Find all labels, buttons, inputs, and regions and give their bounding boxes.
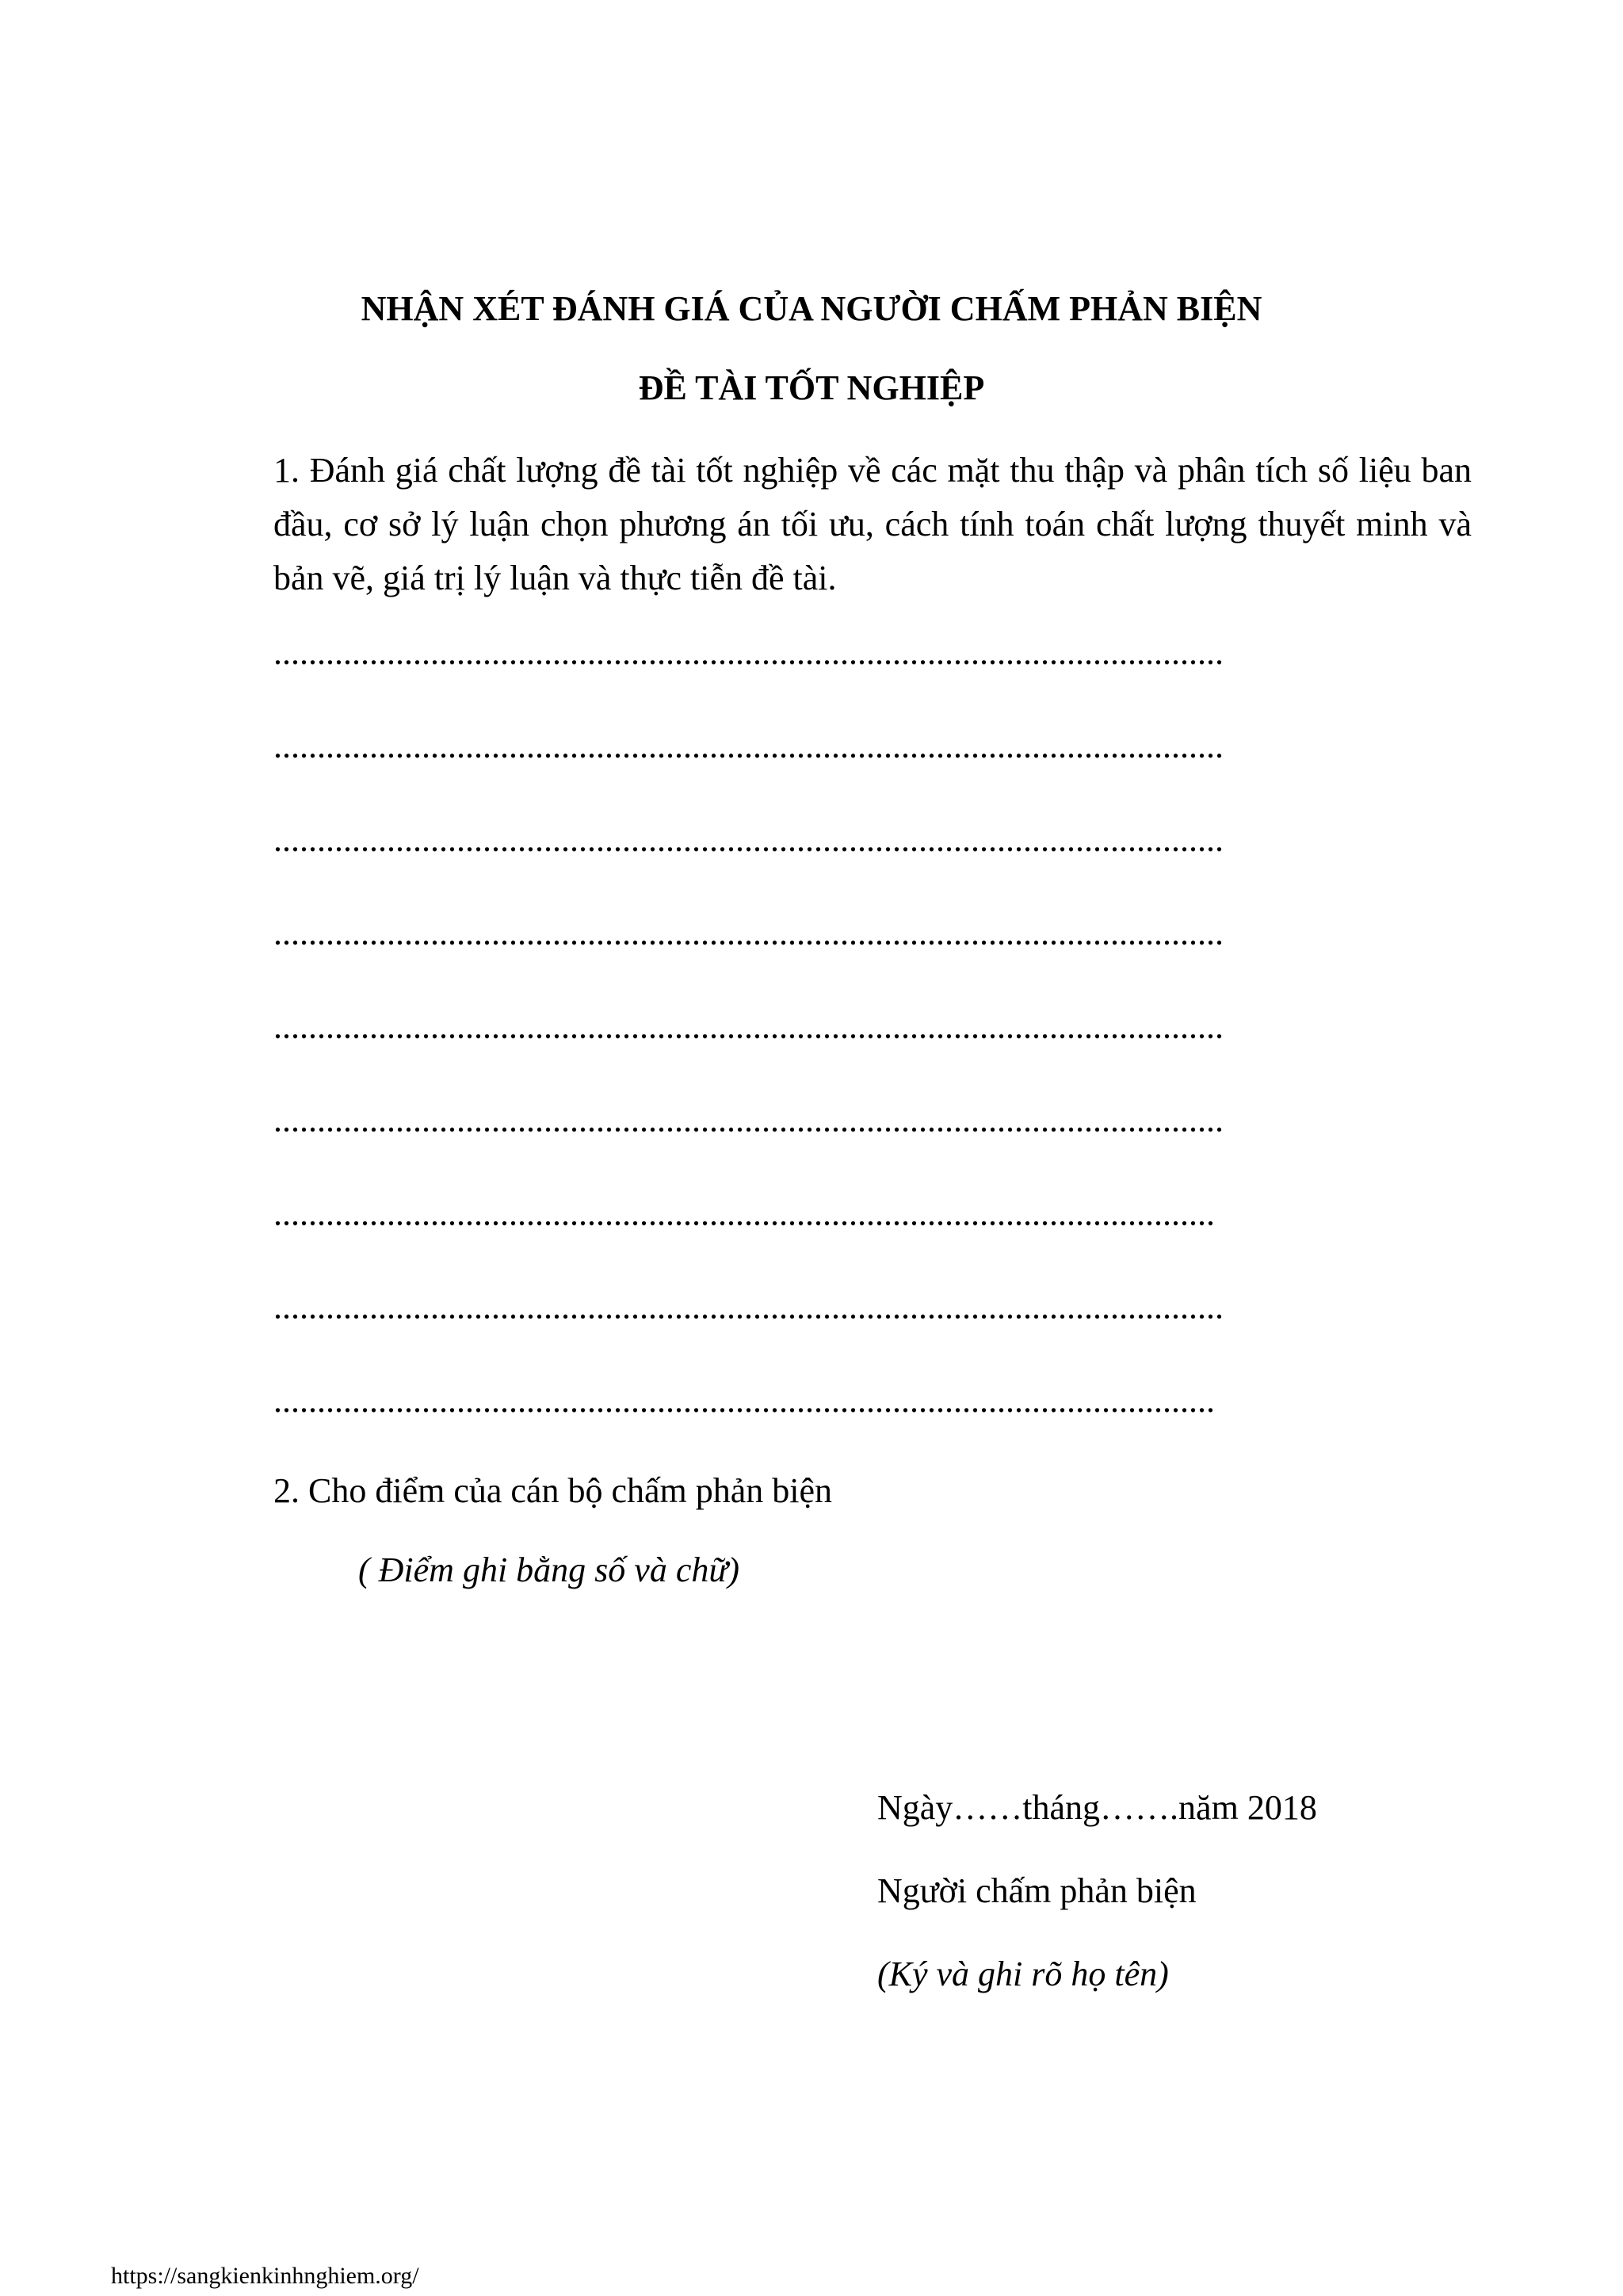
answer-line: ............................................................................................................ [273, 1381, 1215, 1420]
answer-line: ............................................................................................................. [273, 1287, 1224, 1326]
footer-url: https://sangkienkinhnghiem.org/ [111, 2263, 419, 2289]
answer-line: ............................................................................................................. [273, 727, 1224, 765]
answer-line: ............................................................................................................ [273, 1194, 1215, 1233]
signature-role: Người chấm phản biện [877, 1871, 1197, 1910]
document-title: NHẬN XÉT ĐÁNH GIÁ CỦA NGƯỜI CHẤM PHẢN BIỆN [361, 289, 1262, 328]
document-subtitle: ĐỀ TÀI TỐT NGHIỆP [638, 368, 985, 407]
answer-line: ............................................................................................................. [273, 820, 1224, 859]
section-1-question: 1. Đánh giá chất lượng đề tài tốt nghiệp về các mặt thu thập và phân tích số liệu ban đầu, cơ sở lý luận chọn phương án tối ưu, cách tính toán chất lượng thuyết minh và bản vẽ, giá trị lý luận và thực tiễn đề tài. [273, 451, 1472, 597]
signature-instruction: (Ký và ghi rõ họ tên) [877, 1955, 1169, 1993]
signature-date: Ngày……tháng…….năm 2018 [877, 1788, 1317, 1827]
section-1-answer-area [273, 626, 1438, 1467]
signature-block [877, 1787, 1317, 2037]
section-2-heading: 2. Cho điểm của cán bộ chấm phản biện [273, 1471, 833, 1510]
section-2-note: ( Điểm ghi bằng số và chữ) [358, 1550, 740, 1589]
answer-line: ............................................................................................................. [273, 1007, 1224, 1046]
answer-line: ............................................................................................................. [273, 633, 1224, 672]
answer-line: ............................................................................................................. [273, 1100, 1224, 1139]
answer-line: ............................................................................................................. [273, 913, 1224, 952]
